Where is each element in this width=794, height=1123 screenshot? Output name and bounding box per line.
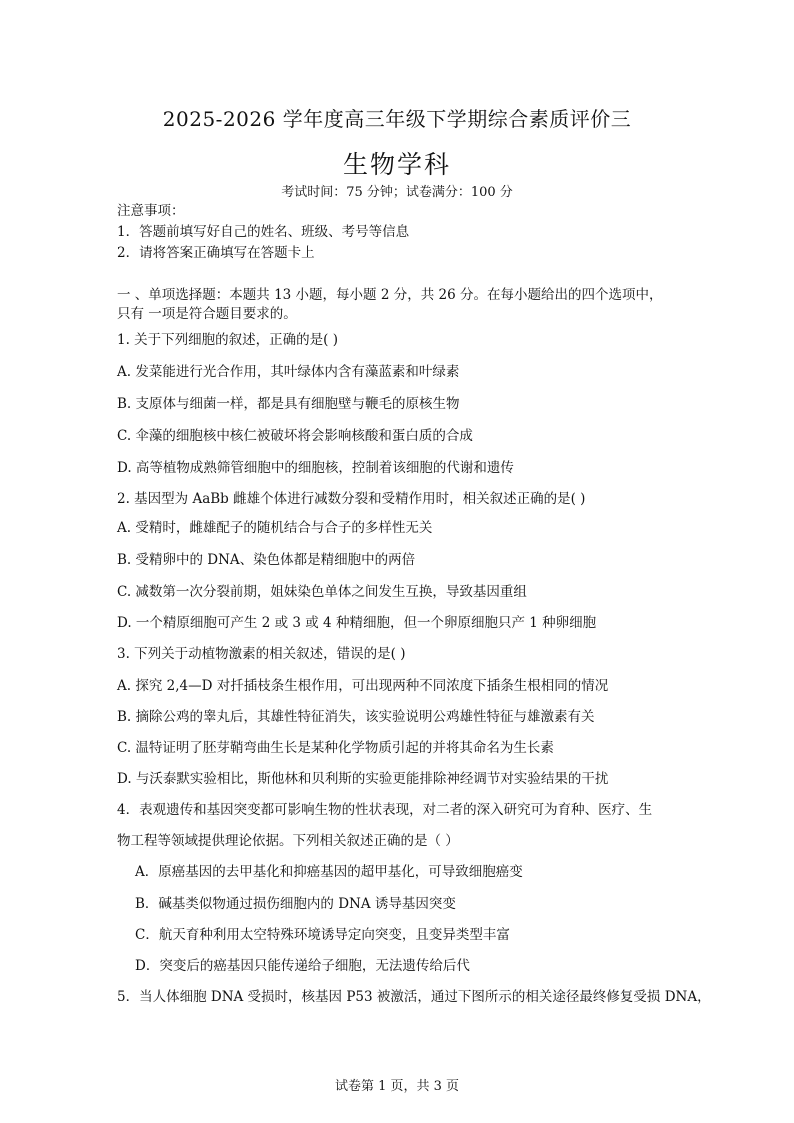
question-stem: 4．表观遗传和基因突变都可影响生物的性状表现，对二者的深入研究可为育种、医疗、生 bbox=[117, 802, 653, 818]
question-option: D．突变后的癌基因只能传递给子细胞，无法遗传给后代 bbox=[135, 958, 470, 974]
question-stem-cont: 物工程等领域提供理论依据。下列相关叙述正确的是（ ） bbox=[117, 833, 459, 849]
question-option: B. 摘除公鸡的睾丸后，其雄性特征消失，该实验说明公鸡雄性特征与雄激素有关 bbox=[117, 709, 595, 725]
question-option: B. 受精卵中的 DNA、染色体都是精细胞中的两倍 bbox=[117, 552, 416, 568]
section-heading: 一 、单项选择题：本题共 13 小题，每小题 2 分，共 26 分。在每小题给出的四个选项中， bbox=[117, 287, 663, 303]
section-heading-cont: 只有 一项是符合题目要求的。 bbox=[117, 306, 297, 322]
question-stem: 1. 关于下列细胞的叙述，正确的是( ) bbox=[117, 332, 338, 348]
page-footer: 试卷第 1 页，共 3 页 bbox=[334, 1079, 460, 1094]
question-option: C. 减数第一次分裂前期，姐妹染色单体之间发生互换，导致基因重组 bbox=[117, 584, 527, 600]
question-option: A. 发菜能进行光合作用，其叶绿体内含有藻蓝素和叶绿素 bbox=[117, 364, 460, 380]
notice-item: 1．答题前填写好自己的姓名、班级、考号等信息 bbox=[117, 224, 410, 240]
exam-title: 2025-2026 学年度高三年级下学期综合素质评价三 bbox=[162, 107, 632, 131]
question-stem: 2. 基因型为 AaBb 雌雄个体进行减数分裂和受精作用时，相关叙述正确的是( ) bbox=[117, 491, 586, 507]
question-stem: 5．当人体细胞 DNA 受损时，核基因 P53 被激活，通过下图所示的相关途径最终修复受损 DNA， bbox=[117, 989, 711, 1005]
exam-info: 考试时间：75 分钟；试卷满分：100 分 bbox=[281, 185, 513, 200]
question-option: A. 受精时，雌雄配子的随机结合与合子的多样性无关 bbox=[117, 520, 433, 536]
question-option: C．航天育种利用太空特殊环境诱导定向突变，且变异类型丰富 bbox=[135, 927, 510, 943]
question-option: C. 伞藻的细胞核中核仁被破坏将会影响核酸和蛋白质的合成 bbox=[117, 428, 473, 444]
question-option: A．原癌基因的去甲基化和抑癌基因的超甲基化，可导致细胞癌变 bbox=[135, 864, 523, 880]
question-option: C. 温特证明了胚芽鞘弯曲生长是某种化学物质引起的并将其命名为生长素 bbox=[117, 740, 554, 756]
question-option: B．碱基类似物通过损伤细胞内的 DNA 诱导基因突变 bbox=[135, 896, 456, 912]
question-option: B. 支原体与细菌一样，都是具有细胞壁与鞭毛的原核生物 bbox=[117, 396, 460, 412]
notice-item: 2．请将答案正确填写在答题卡上 bbox=[117, 245, 315, 261]
question-option: D. 一个精原细胞可产生 2 或 3 或 4 种精细胞，但一个卵原细胞只产 1 种卵细胞 bbox=[117, 615, 597, 631]
question-stem: 3. 下列关于动植物激素的相关叙述，错误的是( ) bbox=[117, 646, 406, 662]
question-option: D. 高等植物成熟筛管细胞中的细胞核，控制着该细胞的代谢和遗传 bbox=[117, 460, 514, 476]
subject-title: 生物学科 bbox=[342, 150, 451, 179]
question-option: A. 探究 2,4—D 对扦插枝条生根作用，可出现两种不同浓度下插条生根相同的情况 bbox=[117, 678, 609, 694]
question-option: D. 与沃泰默实验相比，斯他林和贝利斯的实验更能排除神经调节对实验结果的干扰 bbox=[117, 771, 609, 787]
notice-heading: 注意事项： bbox=[117, 203, 185, 219]
